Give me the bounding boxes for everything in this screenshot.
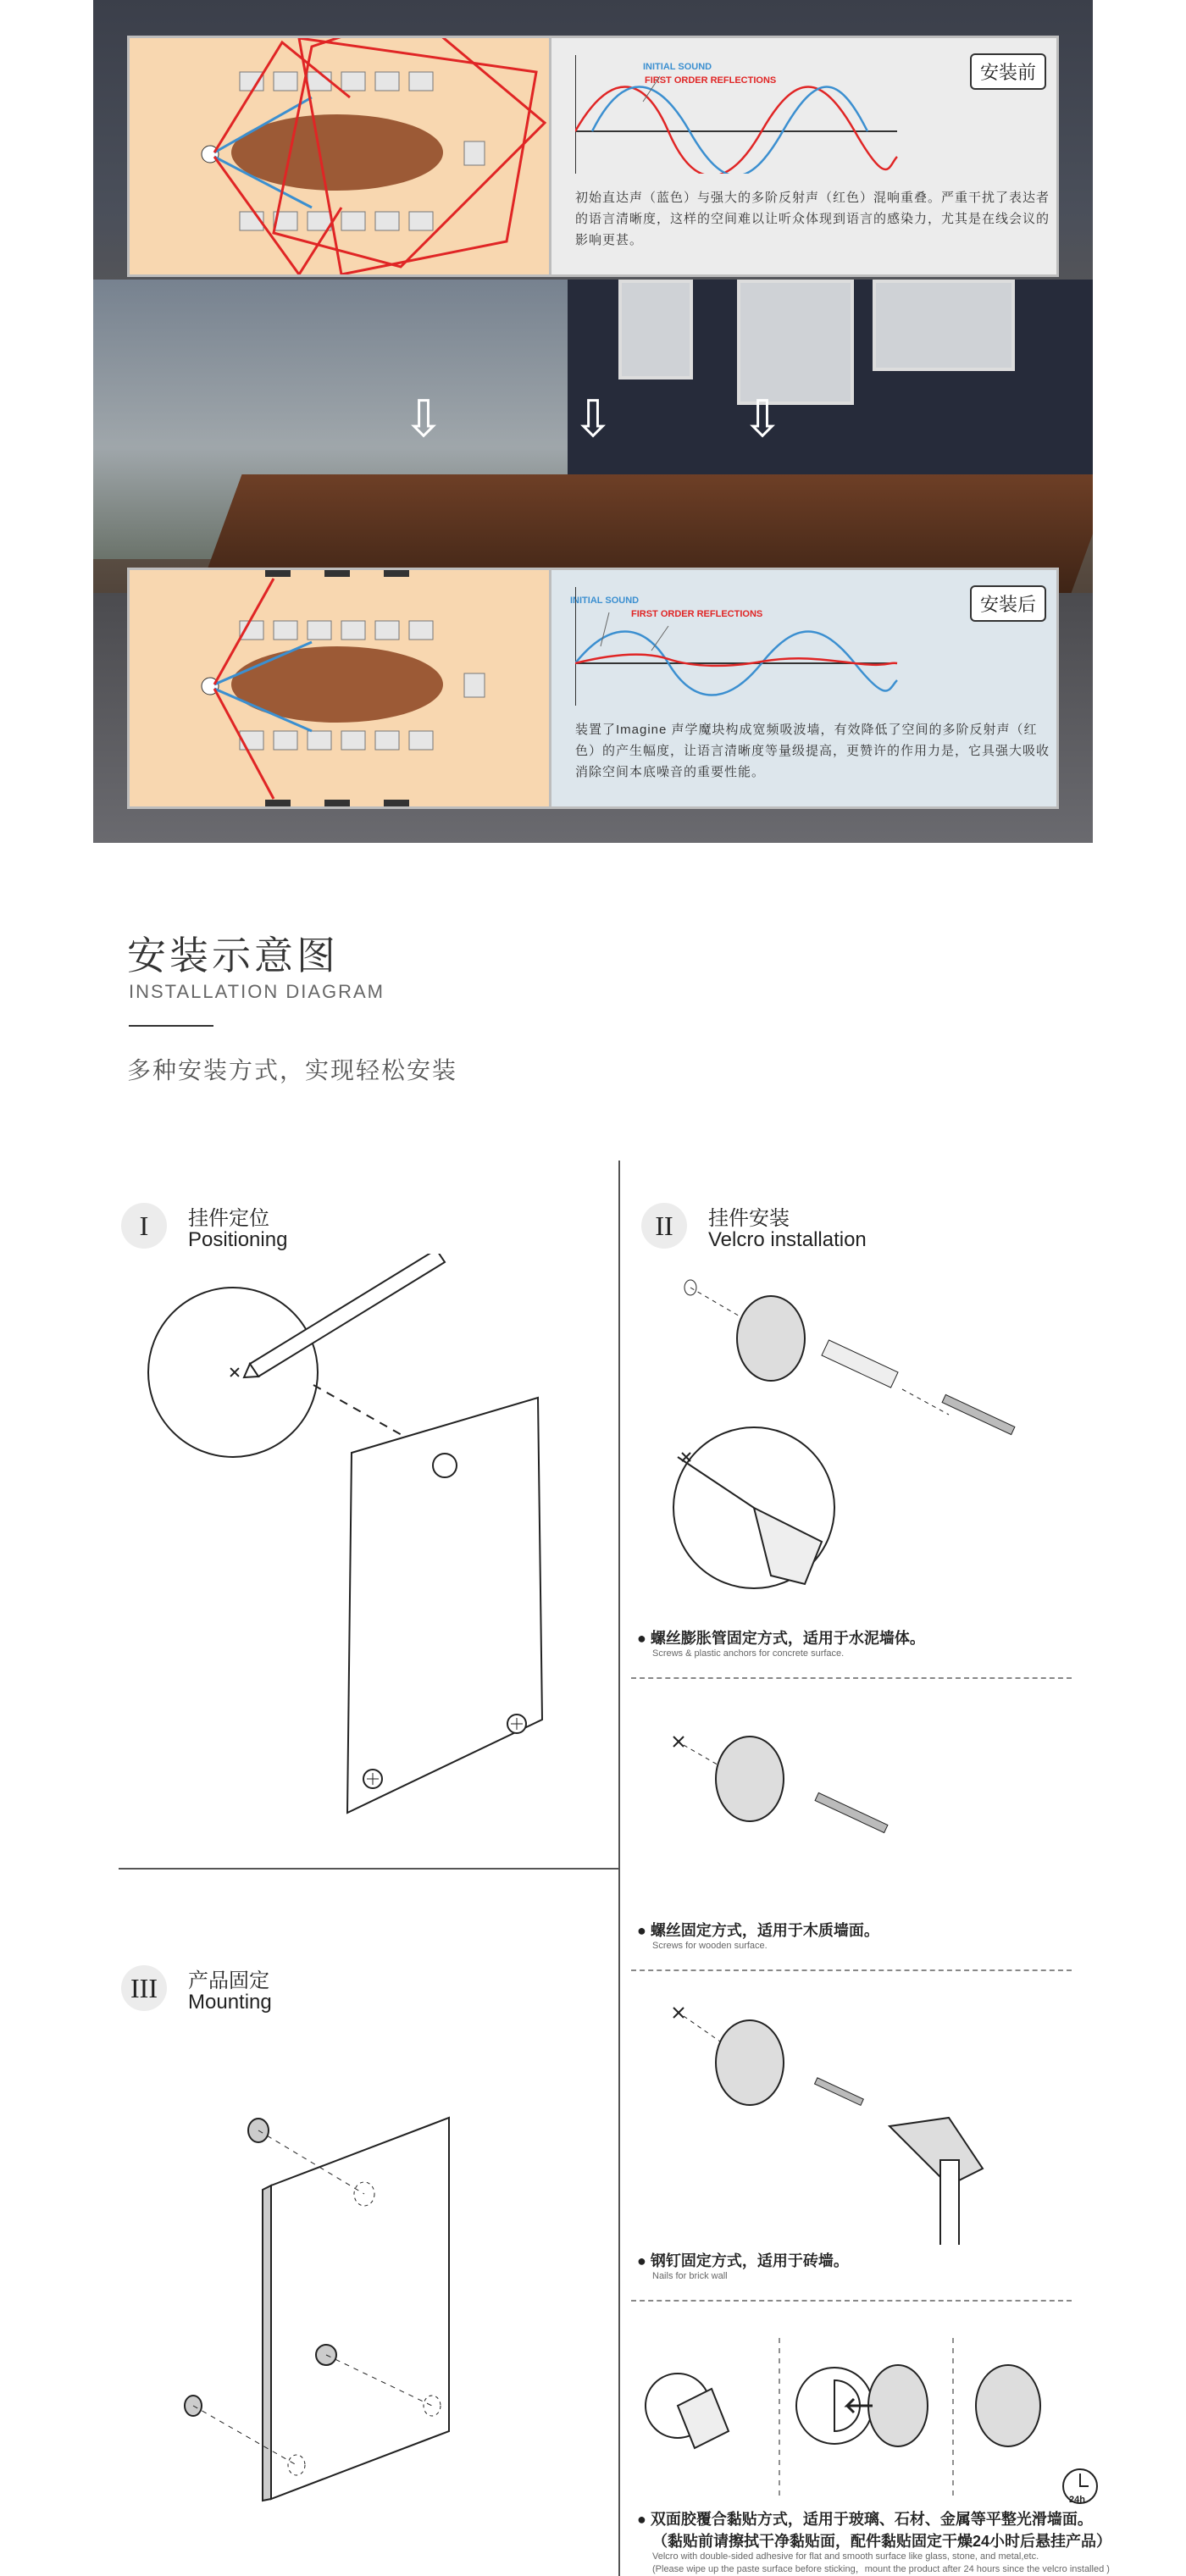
step-title-en: Velcro installation xyxy=(708,1228,867,1251)
initial-sound-label: INITIAL SOUND xyxy=(570,596,640,606)
divider-horizontal xyxy=(119,1868,618,1870)
after-panel xyxy=(127,568,1059,809)
method-text-cn2: （黏贴前请擦拭干净黏贴面，配件黏贴固定干燥24小时后悬挂产品） xyxy=(652,2533,1112,2550)
before-description: 初始直达声（蓝色）与强大的多阶反射声（红色）混响重叠。严重干扰了表达者的语言清晰度，这样的空间难以让听众体现到语言的感染力，尤其是在线会议的影响更甚。 xyxy=(575,191,1050,247)
after-tag: 安装后 xyxy=(970,585,1046,622)
floor-plan-before xyxy=(130,38,549,274)
step-title-cn: 产品固定 xyxy=(188,1969,269,1992)
method-text-en: Screws & plastic anchors for concrete surface. xyxy=(652,1648,845,1659)
step-number: II xyxy=(641,1203,687,1249)
reflections-label: FIRST ORDER REFLECTIONS xyxy=(645,75,777,86)
step-number: III xyxy=(121,1965,167,2011)
waveform-after xyxy=(549,570,1056,806)
method-item xyxy=(637,1626,925,1659)
method-text-cn: ● 钢钉固定方式，适用于砖墙。 xyxy=(637,2252,849,2269)
method-text-cn: ● 螺丝固定方式，适用于木质墙面。 xyxy=(637,1922,879,1939)
method-text-en2: (Please wipe up the paste surface before sticking，mount the product after 24 hours since the velcro installed ) xyxy=(652,2564,1110,2574)
section-title-en: INSTALLATION DIAGRAM xyxy=(129,981,385,1002)
wall-art xyxy=(737,280,854,405)
method-text-cn: ● 螺丝膨胀管固定方式，适用于水泥墙体。 xyxy=(637,1630,925,1647)
reflections-label: FIRST ORDER REFLECTIONS xyxy=(631,609,763,619)
method-text-en: Nails for brick wall xyxy=(652,2271,728,2281)
step-title-cn: 挂件安装 xyxy=(708,1207,790,1230)
divider-vertical xyxy=(618,1161,620,2576)
arrow-down-icon: ⇩ xyxy=(572,391,615,447)
wood-screw-illustration xyxy=(661,1703,915,1855)
step-title-en: Mounting xyxy=(188,1991,272,2014)
adhesive-illustration xyxy=(627,2313,1101,2507)
floor-plan-after xyxy=(130,570,549,806)
arrow-down-icon: ⇩ xyxy=(402,391,446,447)
nail-hammer-illustration xyxy=(661,1991,1034,2245)
title-underline xyxy=(129,1025,213,1027)
before-tag: 安装前 xyxy=(970,53,1046,90)
method-item xyxy=(637,2249,849,2281)
dashed-separator xyxy=(631,1677,1072,1679)
clock-label: 24h xyxy=(1069,2495,1085,2505)
arrow-down-icon: ⇩ xyxy=(741,391,784,447)
wall-art xyxy=(618,280,693,379)
section-subtitle: 多种安装方式，实现轻松安装 xyxy=(127,1057,458,1083)
method-item xyxy=(637,1919,879,1951)
after-description: 装置了Imagine 声学魔块构成宽频吸波墙，有效降低了空间的多阶反射声（红色）的产生幅度，让语言清晰度等量级提高，更赞许的作用力是，它具强大吸收消除空间本底噪音的重要性能。 xyxy=(575,723,1050,779)
method-item xyxy=(637,2507,1111,2575)
dashed-separator xyxy=(631,2300,1072,2302)
method-text-en: Velcro with double-sided adhesive for flat and smooth surface like glass, stone, and metal,etc. xyxy=(652,2551,1039,2562)
positioning-illustration xyxy=(119,1254,593,1830)
dashed-separator xyxy=(631,1969,1072,1971)
section-title: 安装示意图 xyxy=(127,933,339,978)
mounting-illustration xyxy=(169,2101,508,2507)
anchor-screw-illustration xyxy=(661,1271,1034,1609)
wall-art xyxy=(873,280,1015,371)
step-title-en: Positioning xyxy=(188,1228,288,1251)
step-title-cn: 挂件定位 xyxy=(188,1207,269,1230)
before-panel xyxy=(127,36,1059,277)
method-text-cn: ● 双面胶覆合黏贴方式，适用于玻璃、石材、金属等平整光滑墙面。 xyxy=(637,2511,1093,2528)
waveform-before xyxy=(549,38,1056,274)
step-number: I xyxy=(121,1203,167,1249)
method-text-en: Screws for wooden surface. xyxy=(652,1941,768,1951)
initial-sound-label: INITIAL SOUND xyxy=(643,62,712,72)
